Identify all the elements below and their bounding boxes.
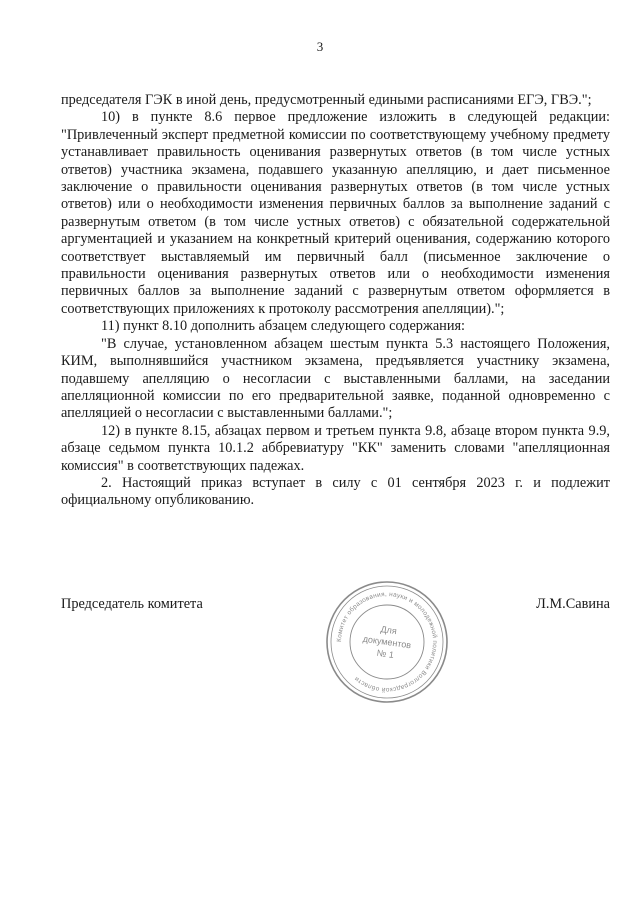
- paragraph-clause-2: 2. Настоящий приказ вступает в силу с 01 сентября 2023 г. и подлежит официальному опубликованию.: [61, 474, 610, 509]
- stamp-line-1: Для: [379, 624, 398, 637]
- paragraph-item-12: 12) в пункте 8.15, абзацах первом и третьем пункта 9.8, абзаце втором пункта 9.9, абзаце седьмом пункта 10.1.2 аббревиатуру "КК" заменить словами "апелляционная комиссия" в соответствующих падежах.: [61, 422, 610, 474]
- stamp-line-3: № 1: [376, 647, 395, 661]
- paragraph-item-11: 11) пункт 8.10 дополнить абзацем следующего содержания:: [101, 318, 466, 335]
- signatory-title: Председатель комитета: [61, 596, 203, 612]
- official-stamp-icon: [323, 578, 451, 706]
- document-body: [61, 92, 610, 510]
- page-number: 3: [316, 39, 324, 54]
- paragraph-continuation: председателя ГЭК в иной день, предусмотренный едиными расписаниями ЕГЭ, ГВЭ.";: [61, 92, 592, 108]
- stamp-ring-text: Комитет образования, науки и молодежной политики Волгоградской области: [335, 590, 439, 694]
- paragraph-item-11-text: "В случае, установленном абзацем шестым пункта 5.3 настоящего Положения, КИМ, выполнявшийся участником экзамена, предъявляется участнику экзамена, подавшему апелляцию о несогласии с выставленными баллами, на заседании апелляционной комиссии по его предварительной заявке, поданной одновременно с апелляцией о несогласии с выставленными баллами.";: [61, 335, 610, 422]
- stamp-line-2: документов: [362, 633, 412, 651]
- paragraph-item-10: 10) в пункте 8.6 первое предложение изложить в следующей редакции: "Привлеченный эксперт предметной комиссии по соответствующему учебному предмету устанавливает правильность оценивания развернутых ответов (в том числе устных ответов) участника экзамена, подавшего указанную апелляцию, и дает письменное заключение о правильности оценивания развернутых ответов (в том числе устных ответов) или о необходимости изменения первичных баллов за выполнение заданий с развернутым ответом (в том числе устных ответов) с обязательной содержательной аргументацией и указанием на конкретный критерий оценивания, содержанию которого соответствует выставляемый им первичный балл (письменное заключение о правильности оценивания развернутых ответов или о необходимости изменения первичных баллов за выполнение заданий с развернутым ответом оформляется в соответствующих приложениях к протоколу рассмотрения апелляции).";: [61, 109, 610, 317]
- signature-block: [61, 590, 610, 700]
- signatory-name: Л.М.Савина: [536, 596, 610, 612]
